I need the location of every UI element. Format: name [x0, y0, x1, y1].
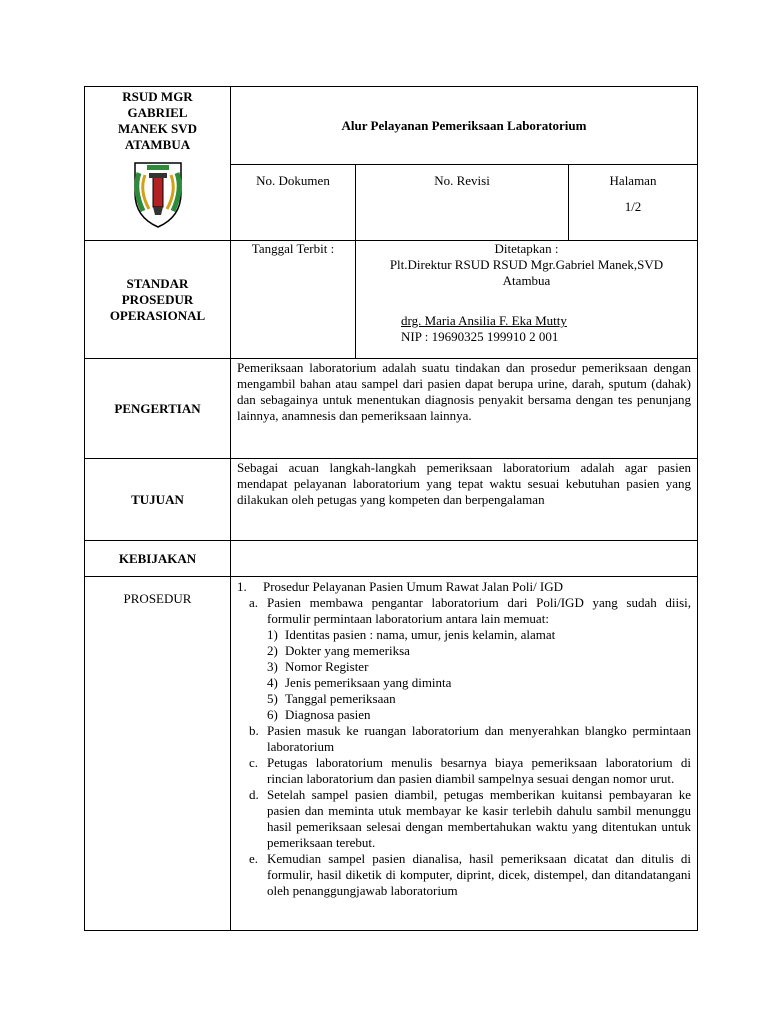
procedure-item-title: Prosedur Pelayanan Pasien Umum Rawat Jalan Poli/ IGD [263, 579, 564, 594]
document-number-label: No. Dokumen [231, 165, 356, 241]
sub-item-e [249, 851, 691, 899]
sub-item-d [249, 787, 691, 851]
procedure-label: PROSEDUR [85, 577, 231, 931]
list-marker: 1. [237, 579, 247, 594]
document-title: Alur Pelayanan Pemeriksaan Laboratorium [231, 87, 698, 165]
purpose-label: TUJUAN [85, 459, 231, 541]
signer-name: drg. Maria Ansilia F. Eka Mutty [401, 313, 567, 328]
sub-item-text: Pasien membawa pengantar laboratorium dari Poli/IGD yang sudah diisi, formulir permintaan laboratorium antara lain memuat: [267, 595, 691, 626]
hospital-emblem-icon [109, 159, 207, 229]
purpose-text: Sebagai acuan langkah-langkah pemeriksaan laboratorium adalah agar pasien mendapat pelayanan laboratorium yang tepat waktu sesuai kebutuhan pasien yang dilakukan oleh petugas yang kompeten dan berpengalaman [231, 459, 698, 541]
page-label: Halaman [609, 173, 657, 188]
signer-nip: NIP : 19690325 199910 2 001 [401, 329, 559, 344]
list-item [267, 659, 691, 675]
procedure-list [231, 579, 697, 899]
form-content-list [267, 627, 691, 723]
procedure-sublist [249, 595, 691, 899]
sop-document-table [84, 86, 698, 931]
sub-item-a [249, 595, 691, 723]
list-marker: 3) [267, 659, 278, 674]
hospital-cell [85, 87, 231, 241]
list-item-text: Dokter yang memeriksa [285, 643, 410, 658]
list-item-text: Tanggal pemeriksaan [285, 691, 396, 706]
list-item [267, 691, 691, 707]
sub-item-text: Petugas laboratorium menulis besarnya biaya pemeriksaan laboratorium di rincian laboratorium dan pasien diambil sampelnya sesuai dengan nomor urut. [267, 755, 691, 786]
list-marker: d. [249, 787, 259, 802]
page-number: 1/2 [624, 199, 642, 214]
list-marker: e. [249, 851, 259, 866]
list-item-text: Jenis pemeriksaan yang diminta [285, 675, 452, 690]
sub-item-text: Kemudian sampel pasien dianalisa, hasil pemeriksaan dicatat dan ditulis di formulir, hasil diketik di komputer, diprint, dicek, distempel, dan ditandatangani oleh penanggungjawab laboratorium [267, 851, 691, 898]
list-marker: 6) [267, 707, 278, 722]
list-marker: c. [249, 755, 259, 770]
hospital-name: RSUD MGR GABRIEL MANEK SVD ATAMBUA [117, 89, 198, 152]
definition-label: PENGERTIAN [85, 359, 231, 459]
procedure-content [231, 577, 698, 931]
hospital-logo [85, 159, 230, 233]
definition-text: Pemeriksaan laboratorium adalah suatu tindakan dan prosedur pemeriksaan dengan mengambil bahan atau sampel dari pasien dapat berupa urine, darah, sputum (dahak) dan sebagainya untuk menentukan diagnosis penyakit bersama dengan tes penunjang lainnya, anamnesis dan pemeriksaan lainnya. [231, 359, 698, 459]
sub-item-text: Setelah sampel pasien diambil, petugas memberikan kuitansi pembayaran ke pasien dan meminta utuk membayar ke kasir terlebih dahulu sambil menunggu hasil pemeriksaan selesai dengan membertahukan waktu yang ditentukan untuk pemeriksaan terebut. [267, 787, 691, 850]
list-marker: 1) [267, 627, 278, 642]
policy-text [231, 541, 698, 577]
sub-item-b [249, 723, 691, 755]
list-marker: 2) [267, 643, 278, 658]
sop-label: STANDAR PROSEDUR OPERASIONAL [85, 241, 231, 359]
list-marker: b. [249, 723, 259, 738]
page-cell [569, 165, 698, 241]
list-marker: 4) [267, 675, 278, 690]
list-item [267, 707, 691, 723]
list-item-text: Identitas pasien : nama, umur, jenis kelamin, alamat [285, 627, 556, 642]
list-item [267, 627, 691, 643]
procedure-item [237, 579, 691, 899]
sub-item-text: Pasien masuk ke ruangan laboratorium dan menyerahkan blangko permintaan laboratorium [267, 723, 691, 754]
approval-cell [356, 241, 698, 359]
policy-label: KEBIJAKAN [85, 541, 231, 577]
approval-label: Ditetapkan : [494, 241, 559, 256]
list-item [267, 675, 691, 691]
list-marker: 5) [267, 691, 278, 706]
list-item-text: Nomor Register [285, 659, 369, 674]
approver-title: Plt.Direktur RSUD RSUD Mgr.Gabriel Manek,SVD Atambua [389, 257, 664, 288]
list-marker: a. [249, 595, 259, 610]
issue-date-label: Tanggal Terbit : [231, 241, 356, 359]
list-item-text: Diagnosa pasien [285, 707, 371, 722]
sub-item-c [249, 755, 691, 787]
revision-number-label: No. Revisi [356, 165, 569, 241]
list-item [267, 643, 691, 659]
